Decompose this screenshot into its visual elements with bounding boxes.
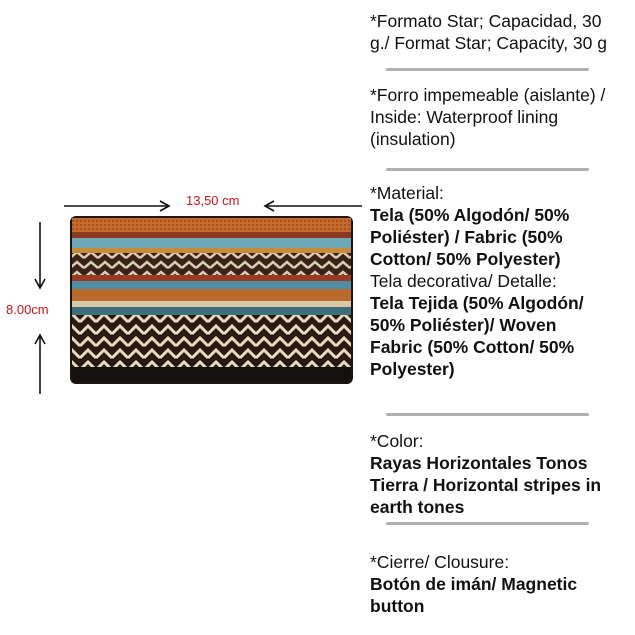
- material-decor-3: Fabric (50% Cotton/ 50%: [370, 337, 575, 357]
- height-dimension-label: 8.00cm: [6, 302, 49, 317]
- lining-line-3: (insulation): [370, 129, 456, 149]
- closure-line-1: Botón de imán/ Magnetic: [370, 574, 578, 594]
- divider: [386, 413, 589, 416]
- spec-color: [370, 430, 632, 518]
- material-label: *Material:: [370, 183, 444, 203]
- spec-format: [370, 10, 632, 54]
- material-main-1: Tela (50% Algodón/ 50%: [370, 205, 570, 225]
- material-decor-label: Tela decorativa/ Detalle:: [370, 271, 557, 291]
- format-line-1: *Formato Star; Capacidad, 30: [370, 11, 602, 31]
- material-main-2: Poliéster) / Fabric (50%: [370, 227, 563, 247]
- closure-label: *Cierre/ Clousure:: [370, 552, 510, 572]
- clutch-bag: [70, 216, 353, 384]
- color-label: *Color:: [370, 431, 424, 451]
- lining-line-2: Inside: Waterproof lining: [370, 107, 559, 127]
- material-decor-2: 50% Poliéster)/ Woven: [370, 315, 557, 335]
- spec-material: [370, 182, 632, 380]
- lining-line-1: *Forro impemeable (aislante) /: [370, 85, 606, 105]
- closure-line-2: button: [370, 596, 425, 616]
- color-line-1: Rayas Horizontales Tonos: [370, 453, 588, 473]
- divider: [386, 68, 589, 71]
- material-decor-1: Tela Tejida (50% Algodón/: [370, 293, 584, 313]
- material-decor-4: Polyester): [370, 359, 455, 379]
- divider: [386, 168, 589, 171]
- material-main-3: Cotton/ 50% Polyester): [370, 249, 561, 269]
- color-line-3: earth tones: [370, 497, 465, 517]
- spec-lining: [370, 84, 632, 150]
- width-dimension-label: 13,50 cm: [186, 193, 240, 208]
- divider: [386, 522, 589, 525]
- format-line-2: g./ Format Star; Capacity, 30 g: [370, 33, 607, 53]
- color-line-2: Tierra / Horizontal stripes in: [370, 475, 602, 495]
- spec-closure: [370, 551, 632, 617]
